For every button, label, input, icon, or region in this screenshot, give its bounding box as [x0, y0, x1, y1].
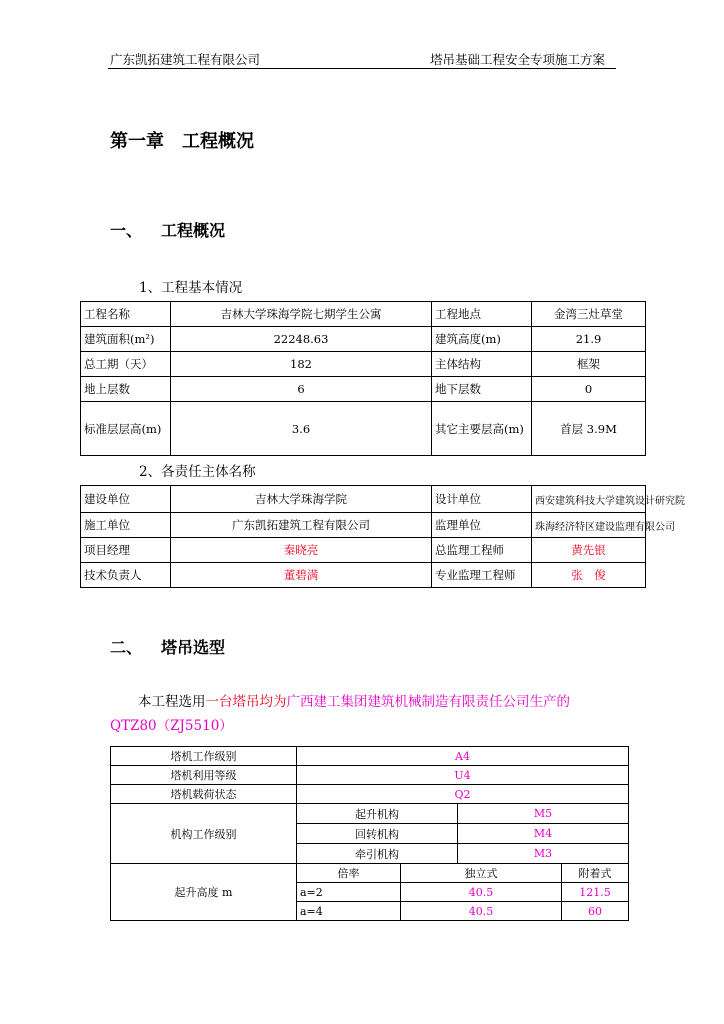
cell-label: 设计单位 — [432, 486, 532, 513]
table-row — [81, 377, 646, 402]
table-row — [111, 747, 629, 766]
para-text-2: 一台塔吊均为 — [205, 694, 287, 710]
table-row — [81, 486, 646, 513]
cell-label: 监理单位 — [432, 513, 532, 538]
cell-label: 地上层数 — [81, 377, 171, 402]
section2-paragraph — [110, 690, 630, 738]
cell-label: 项目经理 — [81, 538, 171, 563]
cell-value: 张 俊 — [532, 563, 646, 588]
basic-info-table — [80, 301, 646, 456]
cell-value: 40.5 — [401, 902, 562, 921]
header-company: 广东凯拓建筑工程有限公司 — [110, 52, 261, 67]
table-row — [81, 352, 646, 377]
cell-label: 塔机载荷状态 — [111, 785, 297, 804]
cell-label: 起升机构 — [297, 804, 458, 824]
table-row — [111, 864, 629, 883]
chapter-title: 第一章 工程概况 — [110, 131, 254, 152]
table-row — [111, 804, 629, 824]
cell-value: 3.6 — [171, 402, 432, 456]
header-rule — [108, 68, 616, 69]
cell-label: 塔机工作级别 — [111, 747, 297, 766]
cell-value: 吉林大学珠海学院七期学生公寓 — [171, 302, 432, 327]
cell-value: 董碧满 — [171, 563, 432, 588]
para-text-4: QTZ80（ZJ5510） — [110, 718, 233, 734]
header-doc-title: 塔吊基础工程安全专项施工方案 — [430, 52, 606, 67]
para-text-1: 本工程选用 — [138, 694, 206, 710]
section1-number: 一、 — [110, 221, 143, 240]
cell-value: 0 — [532, 377, 646, 402]
table-row — [81, 302, 646, 327]
cell-value: 60 — [562, 902, 629, 921]
cell-label: 技术负责人 — [81, 563, 171, 588]
cell-label: 专业监理工程师 — [432, 563, 532, 588]
cell-label: 工程地点 — [432, 302, 532, 327]
cell-label: 地下层数 — [432, 377, 532, 402]
cell-label: 标准层层高(m) — [81, 402, 171, 456]
cell-label: 主体结构 — [432, 352, 532, 377]
cell-header: 倍率 — [297, 864, 401, 883]
para-text-3: 广西建工集团建筑机械制造有限责任公司生产的 — [286, 694, 570, 710]
table-row — [81, 538, 646, 563]
cell-value: 珠海经济特区建设监理有限公司 — [532, 513, 646, 538]
cell-value: 22248.63 — [171, 327, 432, 352]
cell-value: 21.9 — [532, 327, 646, 352]
cell-label: 机构工作级别 — [111, 804, 297, 864]
cell-value: 6 — [171, 377, 432, 402]
cell-value: 金湾三灶草堂 — [532, 302, 646, 327]
cell-label: 施工单位 — [81, 513, 171, 538]
cell-value: 首层 3.9M — [532, 402, 646, 456]
cell-value: 40.5 — [401, 883, 562, 902]
cell-value: Q2 — [297, 785, 629, 804]
cell-value: M5 — [458, 804, 629, 824]
table-row — [111, 785, 629, 804]
table-row — [111, 766, 629, 785]
cell-label: 建筑高度(m) — [432, 327, 532, 352]
cell-value: 黄先银 — [532, 538, 646, 563]
cell-value: U4 — [297, 766, 629, 785]
cell-label: a=4 — [297, 902, 401, 921]
cell-value: M4 — [458, 824, 629, 844]
cell-value: 西安建筑科技大学建筑设计研究院 — [532, 486, 646, 513]
cell-value: A4 — [297, 747, 629, 766]
cell-label: 塔机利用等级 — [111, 766, 297, 785]
section2-number: 二、 — [110, 638, 143, 657]
cell-label: 回转机构 — [297, 824, 458, 844]
cell-label: 总工期（天） — [81, 352, 171, 377]
cell-label: 建筑面积(m²) — [81, 327, 171, 352]
table-row — [81, 513, 646, 538]
cell-value: 框架 — [532, 352, 646, 377]
crane-spec-table — [110, 746, 629, 921]
cell-value: 广东凯拓建筑工程有限公司 — [171, 513, 432, 538]
cell-value: 182 — [171, 352, 432, 377]
cell-header: 附着式 — [562, 864, 629, 883]
cell-label: 工程名称 — [81, 302, 171, 327]
section1-title: 工程概况 — [161, 221, 226, 240]
cell-value: 秦晓亮 — [171, 538, 432, 563]
cell-value: 121.5 — [562, 883, 629, 902]
table-row — [81, 563, 646, 588]
table-row — [81, 402, 646, 456]
cell-label: 总监理工程师 — [432, 538, 532, 563]
cell-label: 牵引机构 — [297, 844, 458, 864]
cell-header: 独立式 — [401, 864, 562, 883]
cell-value: M3 — [458, 844, 629, 864]
paragraph-line-1 — [110, 690, 630, 714]
cell-label: 建设单位 — [81, 486, 171, 513]
parties-table — [80, 485, 685, 588]
cell-label: 起升高度 m — [111, 864, 297, 921]
section2-title: 塔吊选型 — [161, 638, 226, 657]
section1-sub1: 1、工程基本情况 — [139, 280, 243, 296]
cell-value: 吉林大学珠海学院 — [171, 486, 432, 513]
table-row — [81, 327, 646, 352]
cell-label: a=2 — [297, 883, 401, 902]
section1-sub2: 2、各责任主体名称 — [139, 464, 256, 480]
cell-label: 其它主要层高(m) — [432, 402, 532, 456]
